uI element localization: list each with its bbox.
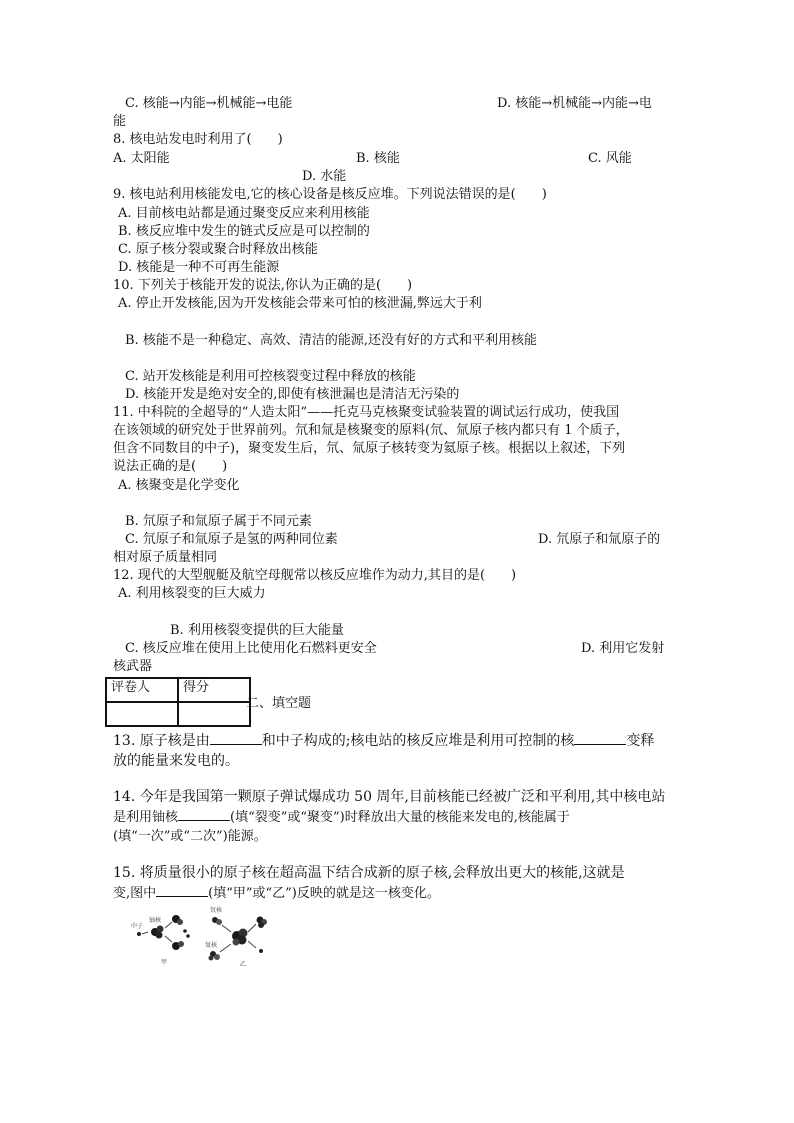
q11-option-b: B. 氘原子和氚原子属于不同元素 [125, 514, 312, 529]
q15-text-2: (填“甲”或“乙”)反映的就是这一核变化。 [208, 886, 440, 901]
q15-blank-1[interactable] [156, 884, 208, 897]
yi-label: 乙 [240, 961, 247, 968]
q10-stem: 10. 下列关于核能开发的说法,你认为正确的是( ) [113, 278, 413, 293]
q12-option-b: B. 利用核裂变提供的巨大能量 [170, 623, 344, 638]
neutron-icon [259, 949, 263, 953]
q11-stem-line4: 说法正确的是( ) [113, 459, 228, 474]
q7-option-c: C. 核能→内能→机械能→电能 [125, 96, 293, 111]
q13-blank-2[interactable] [574, 732, 626, 745]
fragment-icon [172, 915, 183, 925]
q12-option-a: A. 利用核裂变的巨大威力 [118, 586, 266, 601]
q14-text-1: 是利用铀核 [113, 810, 179, 825]
q13-text-2: 和中子构成的;核电站的核反应堆是利用可控制的核 [261, 733, 575, 749]
q10-option-c: C. 站开发核能是利用可控核裂变过程中释放的核能 [125, 369, 416, 384]
q9-stem: 9. 核电站利用核能发电,它的核心设备是核反应堆。下列说法错误的是( ) [113, 187, 547, 202]
q8-option-b: B. 核能 [356, 151, 400, 166]
q12-stem: 12. 现代的大型舰艇及航空母舰常以核反应堆作为动力,其目的是( ) [113, 568, 517, 583]
fission-diagram [131, 915, 190, 966]
tritium-icon [209, 951, 221, 961]
q11-option-d: D. 氘原子和氚原子的 [538, 532, 661, 547]
q12-option-d-continued: 核武器 [113, 659, 153, 674]
q8-option-d: D. 水能 [302, 169, 347, 184]
score-cell[interactable] [178, 702, 250, 726]
q8-stem: 8. 核电站发电时利用了( ) [113, 132, 283, 147]
q13-text-1: 13. 原子核是由 [113, 733, 210, 749]
q9-option-b: B. 核反应堆中发生的链式反应是可以控制的 [118, 224, 370, 239]
q8-option-c: C. 风能 [588, 151, 632, 166]
reviewer-header: 评卷人 [106, 678, 178, 702]
q11-option-c: C. 氘原子和氚原子是氢的两种同位素 [125, 532, 338, 547]
q8-option-a: A. 太阳能 [113, 151, 170, 166]
q10-option-b: B. 核能不是一种稳定、高效、清洁的能源,还没有好的方式和平利用核能 [125, 333, 537, 348]
neutron-label: 中子 [131, 923, 144, 930]
uranium-label: 铀核 [149, 917, 162, 924]
q14-line1: 14. 今年是我国第一颗原子弹试爆成功 50 周年,目前核能已经被广泛和平利用,其中核电站 [113, 789, 666, 805]
q11-stem-line2: 在该领域的研究处于世界前列。氘和氚是核聚变的原料(氘、氚原子核内都只有 1 个质子， [113, 423, 629, 438]
q10-option-d: D. 核能开发是绝对安全的,即使有核泄漏也是清洁无污染的 [125, 387, 460, 402]
q13-text-3: 变释 [626, 733, 655, 749]
uranium-nucleus-icon [151, 926, 164, 939]
q14-line3: (填“一次”或“二次”)能源。 [113, 829, 267, 844]
q12-option-c: C. 核反应堆在使用上比使用化石燃料更安全 [125, 641, 377, 656]
jia-label: 甲 [161, 959, 168, 966]
q7-option-d: D. 核能→机械能→内能→电 [497, 96, 652, 111]
reviewer-cell[interactable] [106, 702, 178, 726]
fragment-icon [172, 941, 184, 950]
q10-option-a: A. 停止开发核能,因为开发核能会带来可怕的核泄漏,弊远大于利 [118, 296, 482, 311]
q15-line1: 15. 将质量很小的原子核在超高温下结合成新的原子核,会释放出更大的核能,这就是 [113, 865, 625, 881]
q13-line1 [113, 732, 654, 750]
fusion-diagram [205, 906, 267, 968]
q9-option-c: C. 原子核分裂或聚合时释放出核能 [118, 242, 318, 257]
score-header: 得分 [178, 678, 250, 702]
q14-line2 [113, 808, 570, 827]
nuclear-reaction-figure [125, 902, 285, 972]
q15-line2 [113, 884, 440, 903]
q9-option-a: A. 目前核电站都是通过聚变反应来利用核能 [118, 206, 370, 221]
q15-text-1: 变,图中 [113, 886, 157, 901]
q13-line2: 放的能量来发电的。 [113, 753, 239, 769]
tritium-label: 氚核 [205, 942, 218, 949]
score-table [105, 677, 251, 727]
q14-text-2: (填“裂变”或“聚变”)时释放出大量的核能来发电的,核能属于 [230, 810, 570, 825]
q7-option-d-continued: 能 [113, 114, 127, 129]
deuterium-label: 氘核 [210, 907, 223, 914]
q11-stem-line1: 11. 中科院的全超导的“人造太阳”——托克马克核聚变试验装置的调试运行成功，使我国 [113, 405, 620, 420]
fused-nucleus-icon [232, 929, 248, 946]
helium-icon [257, 917, 268, 929]
q11-option-a: A. 核聚变是化学变化 [118, 478, 240, 493]
q11-stem-line3: 但含不同数目的中子)，聚变发生后，氘、氚原子核转变为氦原子核。根据以上叙述，下列 [113, 441, 626, 456]
q12-option-d: D. 利用它发射 [581, 641, 665, 656]
q9-option-d: D. 核能是一种不可再生能源 [118, 260, 280, 275]
q14-blank-1[interactable] [178, 808, 230, 821]
q13-blank-1[interactable] [210, 732, 262, 745]
deuterium-icon [212, 917, 222, 925]
neutron-icon [137, 932, 141, 936]
section-title: 二、填空题 [246, 696, 312, 711]
q11-option-d-continued: 相对原子质量相同 [113, 550, 218, 565]
